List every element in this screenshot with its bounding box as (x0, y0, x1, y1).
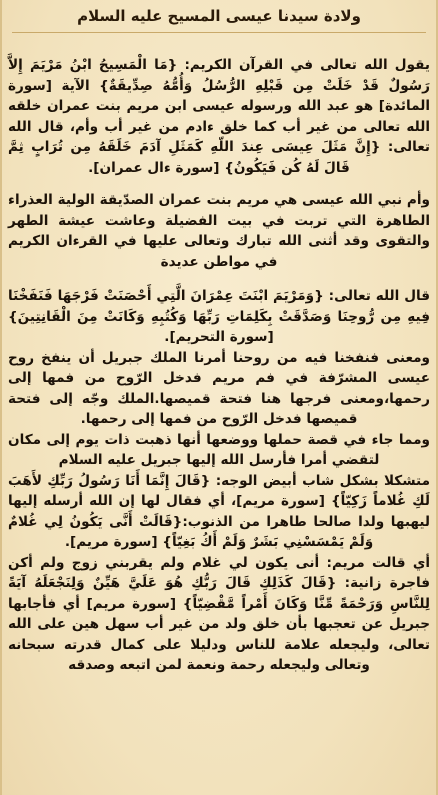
paragraph-7: أي قالت مريم: أنى يكون لي غلام ولم يقربني زوج ولم أكن فاجرة زانية: {قَالَ كَذَلِكِ قَالَ رَبُّكِ هُوَ عَلَيَّ هَيِّنٌ وَلِنَجْعَلَهُ آيَةً لِلنَّاسِ وَرَحْمَةً مِّنَّا وَكَانَ أَمْراً مَّقْضِيّاً} [سورة مريم] أي فأجابها جبريل عن تعجبها بأن خلق ولد من غير أب سهل هين على الله تعالى، وليجعله علامة للناس ودليلا على كمال قدرته سبحانه وتعالى وليجعله رحمة ونعمة لمن اتبعه وصدقه (8, 554, 430, 673)
article-title: ولادة سيدنا عيسى المسيح عليه السلام (77, 7, 361, 25)
paragraph-3: قال الله تعالى: {وَمَرْيَمَ ابْنَتَ عِمْرَانَ الَّتِي أَحْصَنَتْ فَرْجَهَا فَنَفَخْنَا فِيهِ مِن رُّوحِنَا وَصَدَّقَتْ بِكَلِمَاتِ رَبِّهَا وَكُتُبِهِ وَكَانَتْ مِنَ الْقَانِتِينَ} [سورة التحريم]. (8, 288, 430, 345)
paragraph-4: ومعنى فنفخنا فيه من روحنا أمرنا الملك جبريل أن ينفخ روح عيسى المشرّفة في فم مريم فدخل الرّوح من فمها إلى رحمها،ومعنى فرجها هنا فتحة قميصها.الملك وجّه إلى فتحة قميصها فدخل الرّوح من فمها إلى رحمها. (8, 349, 430, 427)
paragraph-5: ومما جاء في قصة حملها ووضعها أنها ذهبت ذات يوم إلى مكان لتقضي أمرا فأرسل الله إليها جبريل عليه السلام (8, 431, 430, 468)
paragraph-6: متشكلا بشكل شاب أبيض الوجه: {قَالَ إِنَّمَا أَنَا رَسُولُ رَبِّكِ لأَهَبَ لَكِ غُلاماً زَكِيّاً} [سورة مريم]، أي فقال لها إن الله أرسله إليها ليهبها ولدا صالحا طاهرا من الذنوب:{قَالَتْ أَنَّى يَكُونُ لِي غُلامٌ وَلَمْ يَمْسَسْنِي بَشَرٌ وَلَمْ أَكُ بَغِيّاً} [سورة مريم]. (8, 472, 430, 550)
paragraph-1: يقول الله تعالى في القرآن الكريم: {مَا الْمَسِيحُ ابْنُ مَرْيَمَ إِلاَّ رَسُولٌ قَدْ خَلَتْ مِن قَبْلِهِ الرُّسُلُ وَأُمُّهُ صِدِّيقَةٌ} الآية [سورة المائدة] هو عبد الله ورسوله عيسى ابن مريم بنت عمران خلقه الله تعالى من غير أب كما خلق ءادم من غير أب وأم، قال الله تعالى: {إِنَّ مَثَلَ عِيسَى عِندَ اللّهِ كَمَثَلِ آدَمَ خَلَقَهُ مِن تُرَابٍ ثِمَّ قَالَ لَهُ كُن فَيَكُونُ} [سورة ءال عمران]. (8, 57, 430, 176)
paragraph-2: وأم نبي الله عيسى هي مريم بنت عمران الصدّيقة الولية العذراء الطاهرة التي تربت في بيت الفضيلة وعاشت عيشة الطهر والتقوى وقد أثنى الله تبارك وتعالى عليها في القرءان الكريم في مواطن عديدة (8, 192, 430, 270)
